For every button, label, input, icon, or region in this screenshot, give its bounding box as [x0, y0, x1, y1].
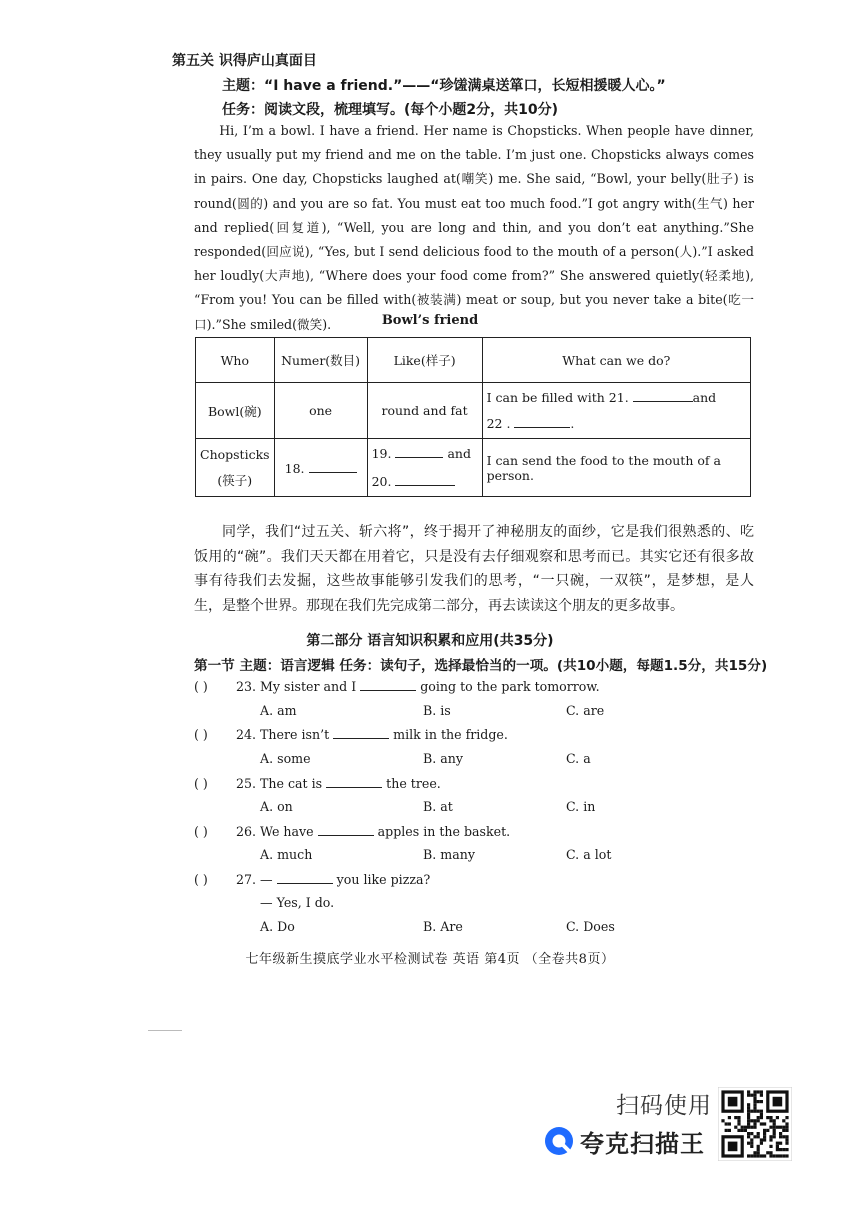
cell-chopsticks-like — [367, 439, 482, 497]
blank-18[interactable] — [309, 460, 357, 473]
passage-text: Hi, I’m a bowl. I have a friend. Her name is Chopsticks. When people have dinner, they usually put my friend and me on the table. I’m just one. Chopsticks always comes in pairs. One day, Chopsticks laughed at(嘲笑) me. She said, “Bowl, your belly(肚子) is round(圆的) and you are so fat. You must eat too much food.”I got angry with(生气) her and replied(回复道), “Well, you are long and thin, and you don’t eat anything.”She responded(回应说), “Yes, but I send delicious food to the mouth of a person(人).”I asked her loudly(大声地), “Where does your food come from?” She answered quietly(轻柔地), “From you! You can be filled with(被装满) meat or soup, but you never take a bite(吃一口).”She smiled(微笑). — [194, 123, 754, 332]
chinese-paragraph — [194, 520, 754, 618]
question-27 — [194, 871, 430, 887]
blank-20[interactable] — [395, 473, 455, 486]
table-row-bowl — [196, 383, 751, 439]
blank-19-label: 19. — [371, 445, 392, 461]
blank-21-label: I can be filled with 21. — [486, 389, 629, 405]
blank-22[interactable] — [514, 415, 570, 428]
question-stem: 23. My sister and I — [236, 679, 357, 694]
question-27-answer: — Yes, I do. — [260, 895, 335, 910]
blank-20-label: 20. — [371, 473, 392, 489]
answer-paren[interactable]: ( ) — [194, 824, 208, 839]
divider — [148, 1030, 182, 1031]
cell-bowl-like: round and fat — [367, 383, 482, 439]
option-26-c[interactable]: C. a lot — [566, 847, 612, 862]
brand-name: 夸克扫描王 — [580, 1129, 705, 1158]
header-who: Who — [196, 338, 275, 383]
option-26-b[interactable]: B. many — [423, 847, 475, 862]
cell-chopsticks-who — [196, 439, 275, 497]
question-blank — [326, 775, 382, 788]
question-stem-end: milk in the fridge. — [393, 727, 508, 742]
question-stem: 26. We have — [236, 824, 314, 839]
option-23-b[interactable]: B. is — [423, 703, 451, 718]
question-blank — [360, 678, 416, 691]
option-23-c[interactable]: C. are — [566, 703, 605, 718]
question-stem: 24. There isn’t — [236, 727, 330, 742]
cell-chopsticks-number — [274, 439, 367, 497]
and-label-2: and — [447, 445, 471, 461]
option-25-c[interactable]: C. in — [566, 799, 596, 814]
option-24-c[interactable]: C. a — [566, 751, 591, 766]
answer-paren[interactable]: ( ) — [194, 872, 208, 887]
cell-bowl-do — [482, 383, 750, 439]
and-label: and — [692, 389, 717, 405]
cell-bowl-number: one — [274, 383, 367, 439]
answer-paren[interactable]: ( ) — [194, 776, 208, 791]
option-26-a[interactable]: A. much — [260, 847, 313, 862]
question-blank — [277, 871, 333, 884]
reading-passage — [194, 119, 754, 337]
option-24-a[interactable]: A. some — [260, 751, 311, 766]
question-blank — [333, 726, 389, 739]
period: . — [570, 415, 575, 431]
option-27-a[interactable]: A. Do — [260, 919, 295, 934]
option-27-c[interactable]: C. Does — [566, 919, 615, 934]
question-stem: 25. The cat is — [236, 776, 323, 791]
quark-logo-icon — [544, 1126, 574, 1156]
option-27-b[interactable]: B. Are — [423, 919, 463, 934]
option-23-a[interactable]: A. am — [260, 703, 297, 718]
question-stem-end: apples in the basket. — [377, 824, 511, 839]
blank-19[interactable] — [395, 445, 443, 458]
cell-chopsticks-do: I can send the food to the mouth of a person. — [482, 439, 750, 497]
question-stem-end: the tree. — [386, 776, 441, 791]
chinese-paragraph-text: 同学，我们“过五关、斩六将”，终于揭开了神秘朋友的面纱，它是我们很熟悉的、吃饭用的“碗”。我们天天都在用着它，只是没有去仔细观察和思考而已。其实它还有很多故事有待我们去发掘，这些故事能够引发我们的思考，“一只碗，一双筷”，是梦想，是人生，是整个世界。那现在我们先完成第二部分，再去读读这个朋友的更多故事。 — [194, 524, 754, 614]
option-24-b[interactable]: B. any — [423, 751, 463, 766]
question-26 — [194, 823, 510, 839]
section-title: 第五关 识得庐山真面目 — [172, 53, 317, 69]
table-row-chopsticks — [196, 439, 751, 497]
part2-title: 第二部分 语言知识积累和应用(共35分) — [306, 633, 554, 649]
answer-paren[interactable]: ( ) — [194, 727, 208, 742]
question-24 — [194, 726, 508, 742]
question-blank — [318, 823, 374, 836]
theme-line: 主题：“I have a friend.”——“珍馐满桌送箪口，长短相援暖人心。” — [222, 78, 666, 94]
table-title: Bowl’s friend — [381, 313, 479, 328]
table-header-row — [196, 338, 751, 383]
question-stem-end: going to the park tomorrow. — [420, 679, 600, 694]
blank-18-label: 18. — [284, 460, 305, 476]
question-23 — [194, 678, 600, 694]
qr-code-icon[interactable] — [718, 1087, 792, 1161]
header-what: What can we do? — [482, 338, 750, 383]
question-25 — [194, 775, 441, 791]
question-stem: 27. — — [236, 872, 273, 887]
blank-21[interactable] — [633, 389, 693, 402]
answer-paren[interactable]: ( ) — [194, 679, 208, 694]
option-25-a[interactable]: A. on — [260, 799, 293, 814]
header-number: Numer(数目) — [274, 338, 367, 383]
page-footer: 七年级新生摸底学业水平检测试卷 英语 第4页 （全卷共8页） — [245, 952, 615, 967]
chopsticks-label: Chopsticks — [200, 446, 270, 462]
question-stem-end: you like pizza? — [336, 872, 431, 887]
chopsticks-cn-label: (筷子) — [217, 472, 253, 488]
option-25-b[interactable]: B. at — [423, 799, 453, 814]
scan-label: 扫码使用 — [616, 1093, 712, 1119]
brand-mark — [544, 1124, 705, 1158]
task-line: 任务：阅读文段，梳理填写。(每个小题2分，共10分) — [222, 102, 559, 118]
cell-bowl-who: Bowl(碗) — [196, 383, 275, 439]
header-like: Like(样子) — [367, 338, 482, 383]
blank-22-label: 22 . — [486, 415, 511, 431]
bowl-friend-table — [195, 337, 751, 497]
part2-section1: 第一节 主题：语言逻辑 任务：读句子，选择最恰当的一项。(共10小题，每题1.5分，共15分) — [194, 658, 768, 674]
